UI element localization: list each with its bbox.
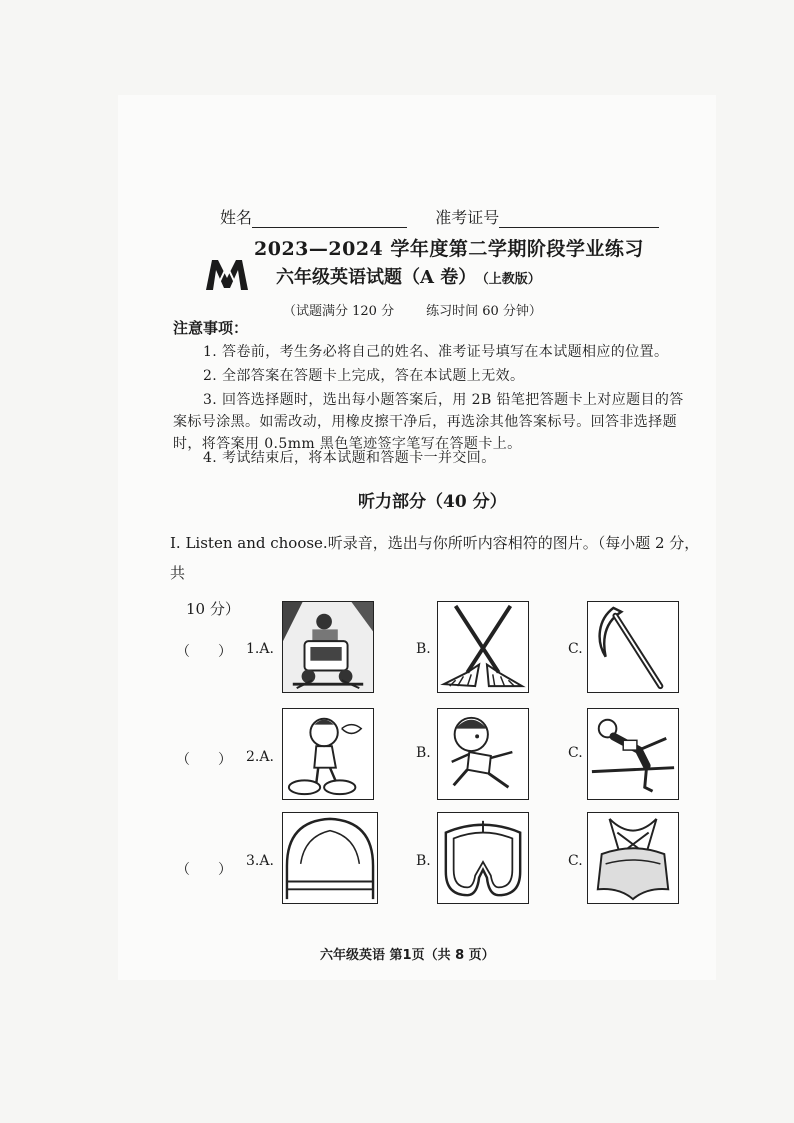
full-score: （试题满分 120 分 bbox=[283, 304, 395, 319]
answer-paren[interactable]: （ ） bbox=[176, 752, 232, 768]
notice-item: 4. 考试结束后，将本试题和答题卡一并交回。 bbox=[203, 450, 496, 466]
notice-heading: 注意事项： bbox=[173, 319, 249, 337]
time-limit: 练习时间 60 分钟） bbox=[426, 304, 542, 319]
school-logo-icon bbox=[204, 256, 250, 292]
boy-running-icon[interactable] bbox=[437, 708, 529, 800]
option-c-label: C. bbox=[568, 641, 583, 657]
name-label: 姓名 bbox=[220, 208, 253, 227]
notice-item: 3. 回答选择题时，选出每小题答案后，用 2B 铅笔把答题卡上对应题目的答案标号涂黑。如需改动，用橡皮擦干净后，再选涂其他答案标号。回答非选择题时，将答案用 0.5mm 黑色笔迹签字笔写在答题卡上。 bbox=[173, 392, 684, 452]
exam-title: 2023—2024 学年度第二学期阶段学业练习 bbox=[254, 238, 644, 260]
section-title: 听力部分（40 分） bbox=[358, 492, 507, 512]
question-label: 2.A. bbox=[246, 749, 274, 765]
option-b-label: B. bbox=[416, 641, 431, 657]
option-c-label: C. bbox=[568, 853, 583, 869]
question-label: 3.A. bbox=[246, 853, 274, 869]
sickle-icon[interactable] bbox=[587, 601, 679, 693]
part1-instruction-text: I. Listen and choose.听录音，选出与你所听内容相符的图片。（每小题 2 分，共 bbox=[170, 534, 700, 582]
name-field[interactable] bbox=[252, 227, 407, 228]
notice-item: 2. 全部答案在答题卡上完成，答在本试题上无效。 bbox=[203, 368, 525, 384]
option-c-label: C. bbox=[568, 745, 583, 761]
answer-paren[interactable]: （ ） bbox=[176, 862, 232, 878]
swimsuit-icon[interactable] bbox=[587, 812, 679, 904]
exam-meta bbox=[283, 300, 542, 319]
brooms-icon[interactable] bbox=[437, 601, 529, 693]
option-b-label: B. bbox=[416, 853, 431, 869]
exam-subject-title bbox=[276, 263, 541, 289]
street-sweeper-machine-icon[interactable] bbox=[282, 601, 374, 693]
notice-item: 1. 答卷前，考生务必将自己的姓名、准考证号填写在本试题相应的位置。 bbox=[203, 344, 669, 360]
option-b-label: B. bbox=[416, 745, 431, 761]
page-footer: 六年级英语 第1页（共 8 页） bbox=[320, 948, 495, 963]
high-jump-icon[interactable] bbox=[587, 708, 679, 800]
answer-paren[interactable]: （ ） bbox=[176, 644, 232, 660]
exam-id-label: 准考证号 bbox=[435, 208, 500, 227]
boy-hopscotch-icon[interactable] bbox=[282, 708, 374, 800]
student-info-row bbox=[220, 205, 659, 228]
swim-cap-icon[interactable] bbox=[282, 812, 378, 904]
edition-label: （上教版） bbox=[482, 272, 541, 287]
swim-goggles-icon[interactable] bbox=[437, 812, 529, 904]
part1-instruction-cont: 10 分） bbox=[186, 600, 240, 618]
subject-title-text: 六年级英语试题（A 卷） bbox=[276, 267, 477, 288]
exam-id-field[interactable] bbox=[499, 227, 659, 228]
question-label: 1.A. bbox=[246, 641, 274, 657]
